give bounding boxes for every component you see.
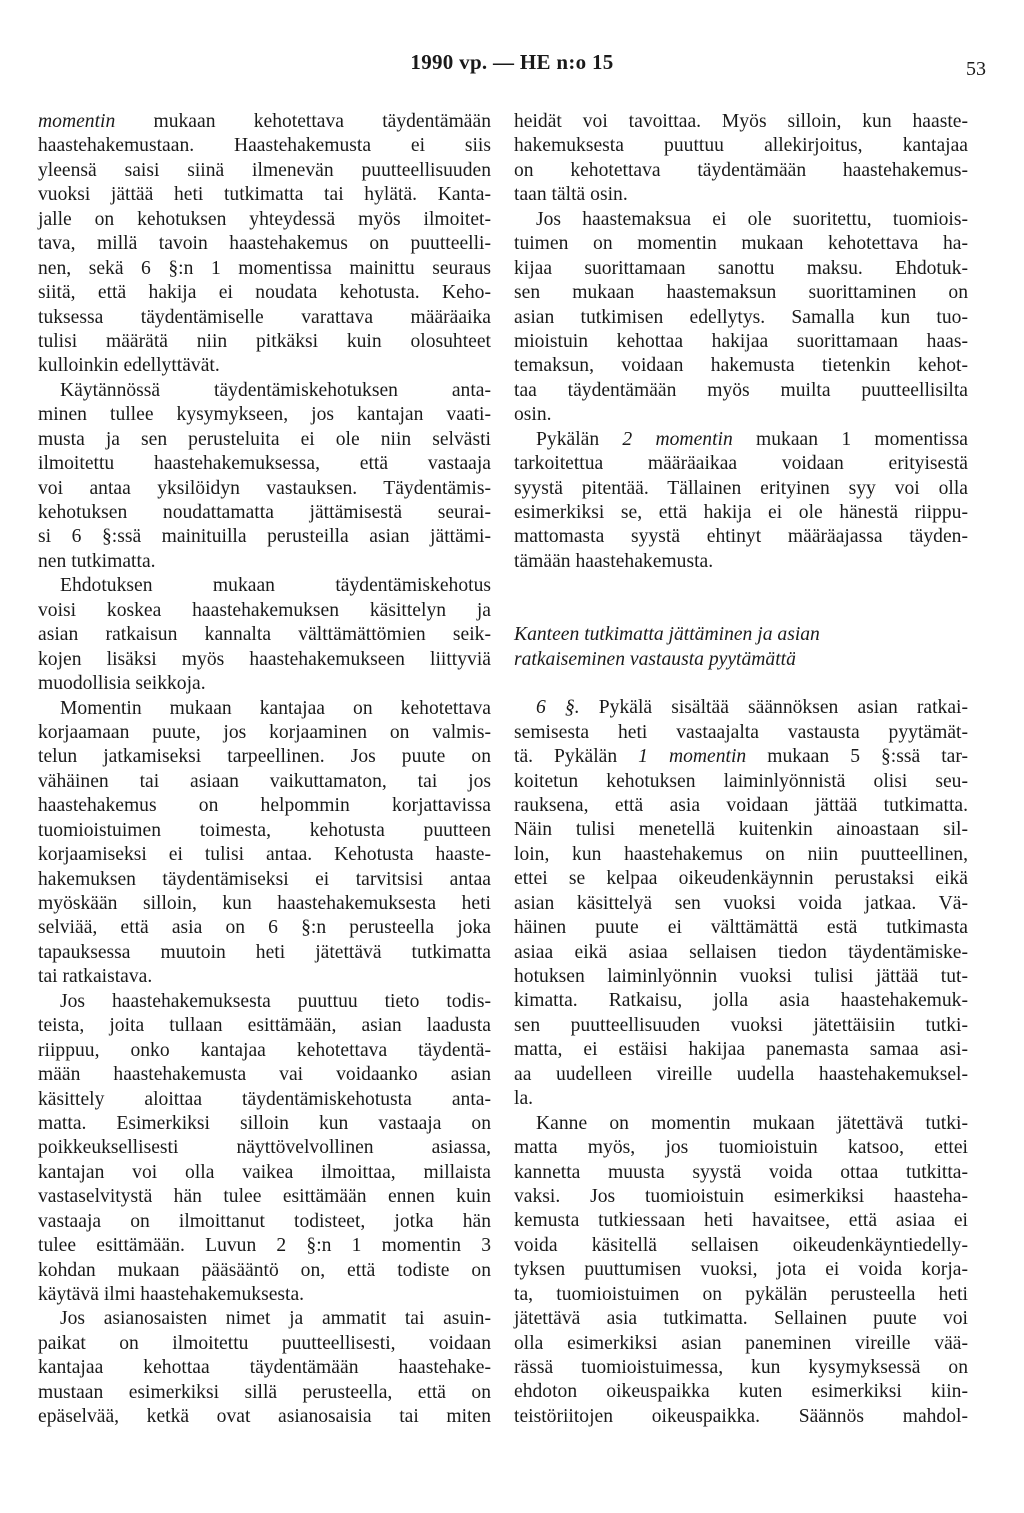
text-line (38, 990, 491, 1014)
text-line (38, 672, 491, 696)
page-number: 53 (966, 58, 986, 80)
text-run: rässä tuomioistuimessa, kun kysymyksessä on (514, 1357, 968, 1378)
paragraph-gap (514, 672, 968, 696)
text-run: ta, tuomioistuimen on pykälän perusteella heti (514, 1283, 968, 1305)
text-run: haastehakemustaan. Haastehakemusta ei siis (38, 135, 491, 157)
text-line (514, 1087, 968, 1111)
text-run: Pykälä sisältää säännöksen asian ratkai- (579, 697, 968, 719)
text-line (38, 232, 491, 256)
text-run: Käytännössä täydentämiskehotuksen anta- (60, 379, 491, 401)
text-line (38, 819, 491, 843)
text-line (38, 843, 491, 867)
text-line (38, 1210, 491, 1234)
text-line (38, 452, 491, 476)
text-line (514, 989, 968, 1013)
text-line (514, 1380, 968, 1404)
text-line (514, 1258, 968, 1282)
paragraph-gap (514, 574, 968, 623)
text-line (514, 379, 968, 403)
text-line (514, 1356, 968, 1380)
text-run: nen, sekä 6 §:n 1 momentissa mainittu seuraus (38, 257, 491, 279)
text-run: olla esimerkiksi asian paneminen vireille vää- (514, 1332, 968, 1354)
text-line (38, 1381, 491, 1405)
text-run: loin, kun haastehakemus on niin puutteellinen, (514, 843, 968, 865)
text-line (514, 843, 968, 867)
text-run: myöskään silloin, kun haastehakemuksesta heti (38, 893, 491, 914)
text-run: tä. Pykälän (514, 746, 639, 768)
text-run: jalle on kehotuksen yhteydessä myös ilmoitet- (38, 208, 491, 230)
text-line (514, 867, 968, 891)
text-line (38, 257, 491, 281)
text-line (514, 1307, 968, 1331)
text-run: aa uudelleen vireille uudella haastehakemuksel- (514, 1063, 968, 1085)
text-run: ilmoitettu haastehakemuksessa, että vastaaja (38, 453, 491, 475)
text-line (514, 648, 968, 672)
text-run: Pykälän (536, 428, 623, 450)
text-run: mukaan kehotettava täydentämään (115, 111, 491, 132)
text-run: semisesta heti vastaajalta vastausta pyytämät- (514, 721, 968, 743)
text-run: epäselvää, ketkä ovat asianosaisia tai miten (38, 1406, 491, 1428)
text-line (514, 306, 968, 330)
text-line (38, 525, 491, 549)
text-line (514, 1136, 968, 1160)
text-line (38, 477, 491, 501)
text-run: hakemuksen täydentämiseksi ei tarvitsisi antaa (38, 868, 491, 890)
page-header (0, 50, 1024, 84)
text-run: on kehotettava täydentämään haastehakemus- (514, 159, 968, 181)
text-run: ehdoton oikeuspaikka kuten esimerkiksi kiin- (514, 1381, 968, 1403)
text-line (514, 965, 968, 989)
text-line (514, 892, 968, 916)
text-run: tulisi määrätä niin pitkäksi kuin olosuhteet (38, 330, 491, 352)
text-line (514, 1161, 968, 1185)
text-run: tuksessa täydentämiselle varattava määräaika (38, 306, 491, 328)
text-run: käytävä ilmi haastehakemuksesta. (38, 1284, 305, 1305)
text-line (514, 818, 968, 842)
text-line (514, 770, 968, 794)
text-line (38, 134, 491, 158)
text-run: nen tutkimatta. (38, 550, 156, 572)
text-run: poikkeuksellisesti näyttövelvollinen asiassa, (38, 1137, 491, 1159)
text-run: Näin tulisi menetellä kuitenkin ainoastaan sil- (514, 819, 968, 841)
text-run: käsittely aloittaa täydentämiskehotusta anta- (38, 1088, 491, 1110)
text-run: kehotuksen noudattamatta jättämisestä seurai- (38, 502, 491, 523)
text-line (38, 794, 491, 818)
text-run: voisi koskea haastehakemuksen käsittelyn ja (38, 599, 491, 621)
text-line (38, 1063, 491, 1087)
text-line (514, 916, 968, 940)
text-line (38, 1234, 491, 1258)
text-run: minen tullee kysymykseen, jos kantajan vaati- (38, 404, 491, 426)
text-run: kulloinkin edellyttävät. (38, 355, 220, 377)
text-line (38, 1112, 491, 1136)
text-line (38, 721, 491, 745)
text-run: mään haastehakemusta vai voidaanko asian (38, 1064, 491, 1086)
italic-text: 6 §. (536, 697, 580, 719)
text-run: sen mukaan haastemaksun suorittaminen on (514, 282, 968, 304)
text-run: vastaselvitystä hän tulee esittämään ennen kuin (38, 1186, 491, 1208)
text-run: matta, ei estäisi hakijaa panemasta samaa asi- (514, 1039, 968, 1061)
text-line (38, 941, 491, 965)
text-run: voi antaa yksilöidyn vastauksen. Täydentämis- (38, 477, 491, 499)
text-run: tai ratkaistava. (38, 966, 153, 988)
text-run: vastaaja on ilmoittanut todisteet, jotka hän (38, 1210, 491, 1232)
text-line (38, 648, 491, 672)
text-line (514, 403, 968, 427)
italic-text: 2 momentin (622, 428, 733, 450)
text-run: korjaamiseksi ei tulisi antaa. Kehotusta haaste- (38, 844, 491, 866)
text-run: haastehakemus on helpommin korjattavissa (38, 795, 491, 817)
text-line (514, 110, 968, 134)
text-line (514, 208, 968, 232)
text-run: asiaa eikä asiaa sellaisen tiedon täydentämiske- (514, 941, 968, 963)
text-run: taan tältä osin. (514, 184, 628, 206)
text-line (514, 623, 968, 647)
text-line (514, 257, 968, 281)
text-line (514, 330, 968, 354)
text-run: voida käsitellä sellaisen oikeudenkäyntiedelly- (514, 1234, 968, 1256)
text-line (38, 1161, 491, 1185)
text-line (514, 354, 968, 378)
text-run: häinen puute ei välttämättä estä tutkimasta (514, 917, 968, 939)
text-line (514, 1209, 968, 1233)
text-line (38, 403, 491, 427)
text-run: Jos haastehakemuksesta puuttuu tieto todis- (60, 990, 491, 1012)
text-line (514, 1014, 968, 1038)
text-line (514, 550, 968, 574)
text-line (514, 134, 968, 158)
text-line (38, 1185, 491, 1209)
running-title: 1990 vp. — HE n:o 15 (410, 50, 614, 74)
text-run: siitä, että hakija ei noudata kehotusta. Keho- (38, 282, 491, 304)
italic-text: ratkaiseminen vastausta pyytämättä (514, 648, 796, 670)
text-run: mustaan esimerkiksi sillä perusteella, että on (38, 1381, 491, 1403)
text-run: taa täydentämään myös muilta puutteellisilta (514, 379, 968, 401)
text-line (514, 1234, 968, 1258)
text-line (38, 1039, 491, 1063)
text-run: Kanne on momentin mukaan jätettävä tutki- (536, 1112, 968, 1134)
text-run: yleensä saisi siinä ilmenevän puutteellisuuden (38, 159, 491, 181)
text-line (514, 1063, 968, 1087)
text-run: Jos asianosaisten nimet ja ammatit tai asuin- (60, 1308, 491, 1330)
text-run: Jos haastemaksua ei ole suoritettu, tuomiois- (536, 208, 968, 230)
text-line (514, 452, 968, 476)
text-line (514, 525, 968, 549)
text-run: kijaa suorittamaan sanottu maksu. Ehdotuk- (514, 257, 968, 279)
text-run: teista, joita tullaan esittämään, asian laadusta (38, 1015, 491, 1037)
text-line (38, 1356, 491, 1380)
text-line (38, 1136, 491, 1160)
text-run: kohdan mukaan pääsääntö on, että todiste on (38, 1259, 491, 1281)
text-run: heidät voi tavoittaa. Myös silloin, kun haaste- (514, 111, 968, 132)
text-line (38, 1088, 491, 1112)
text-run: asian tutkimisen edellytys. Samalla kun tuo- (514, 306, 968, 328)
text-run: tyksen puuttumisen vuoksi, jota ei voida korja- (514, 1259, 968, 1281)
text-run: matta. Esimerkiksi silloin kun vastaaja on (38, 1112, 491, 1134)
italic-text: Kanteen tutkimatta jättäminen ja asian (514, 624, 820, 646)
text-line (514, 941, 968, 965)
text-line (514, 1038, 968, 1062)
text-run: rauksena, että asia voidaan jättää tutkimatta. (514, 794, 968, 816)
text-line (514, 1405, 968, 1429)
text-line (38, 697, 491, 721)
text-line (38, 281, 491, 305)
text-run: kimatta. Ratkaisu, jolla asia haastehakemuk- (514, 990, 968, 1012)
text-run: kantajan voi olla vaikea ilmoittaa, millaista (38, 1161, 491, 1183)
text-line (514, 501, 968, 525)
text-run: muodollisia seikkoja. (38, 673, 206, 695)
text-run: matta myös, jos tuomioistuin katsoo, ettei (514, 1137, 968, 1159)
text-line (514, 696, 968, 720)
text-line (38, 550, 491, 574)
text-line (38, 183, 491, 207)
text-line (514, 477, 968, 501)
text-line (38, 599, 491, 623)
text-run: tarkoitettua määräaikaa voidaan erityisestä (514, 453, 968, 475)
text-line (38, 428, 491, 452)
text-run: mattomasta syystä ehtinyt määräajassa täyden- (514, 526, 968, 548)
text-line (514, 1112, 968, 1136)
text-line (38, 354, 491, 378)
text-run: tuimen on momentin mukaan kehotettava ha- (514, 233, 968, 255)
text-line (38, 208, 491, 232)
text-run: koitetun kehotuksen laiminlyönnistä olisi seu- (514, 770, 968, 792)
text-run: asian ratkaisun kannalta välttämättömien seik- (38, 624, 491, 646)
text-run: sen puutteellisuuden vuoksi jätettäisiin tutki- (514, 1014, 968, 1036)
text-line (38, 745, 491, 769)
text-run: musta ja sen perusteluita ei ole niin selvästi (38, 428, 491, 450)
text-run: Ehdotuksen mukaan täydentämiskehotus (60, 575, 491, 597)
text-line (38, 574, 491, 598)
text-run: tämään haastehakemusta. (514, 550, 714, 572)
text-run: jätettävä asia tutkimatta. Sellainen puute voi (514, 1308, 968, 1330)
text-line (38, 916, 491, 940)
text-line (514, 721, 968, 745)
text-run: kojen lisäksi myös haastehakemukseen liittyviä (38, 648, 491, 670)
text-run: tuomioistuimen toimesta, kehotusta puutteen (38, 819, 491, 841)
text-line (514, 159, 968, 183)
text-line (38, 379, 491, 403)
text-run: esimerkiksi se, että hakija ei ole hänestä riippu- (514, 502, 968, 523)
text-run: kantajaa kehottaa täydentämään haastehake- (38, 1357, 491, 1379)
text-line (514, 183, 968, 207)
right-text-column (514, 110, 968, 1429)
text-run: korjaamaan puute, jos korjaaminen on valmis- (38, 721, 491, 743)
text-line (514, 1283, 968, 1307)
text-line (38, 110, 491, 134)
text-run: teistöriitojen oikeuspaikka. Säännös mahdol- (514, 1405, 968, 1427)
text-line (38, 1283, 491, 1307)
text-run: mukaan 1 momentissa (732, 428, 968, 450)
text-run: la. (514, 1088, 534, 1110)
text-run: si 6 §:ssä mainituilla perusteilla asian jättämi- (38, 526, 491, 548)
text-line (38, 330, 491, 354)
text-run: Momentin mukaan kantajaa on kehotettava (60, 697, 491, 719)
text-line (38, 306, 491, 330)
text-line (514, 794, 968, 818)
text-run: tava, millä tavoin haastehakemus on puutteelli- (38, 233, 491, 255)
text-run: selviää, että asia on 6 §:n perusteella joka (38, 917, 491, 939)
text-run: ettei se kelpaa oikeudenkäynnin perustaksi eikä (514, 868, 968, 890)
text-run: kannetta muusta syystä voida ottaa tutkitta- (514, 1161, 968, 1183)
text-line (38, 623, 491, 647)
text-line (514, 428, 968, 452)
text-run: mukaan 5 §:ssä tar- (746, 746, 968, 768)
text-line (514, 1332, 968, 1356)
italic-text: momentin (38, 111, 116, 132)
text-line (38, 868, 491, 892)
text-line (38, 1332, 491, 1356)
text-run: tulee esittämään. Luvun 2 §:n 1 momentin 3 (38, 1235, 491, 1257)
text-run: temaksun, voidaan hakemusta tietenkin kehot- (514, 355, 968, 377)
text-run: vähäinen tai asiaan vaikuttamaton, tai jos (38, 770, 491, 792)
text-run: hotuksen laiminlyönnin vuoksi tulisi jättää tut- (514, 966, 968, 987)
text-run: vuoksi jättää heti tutkimatta tai hylätä. Kanta- (38, 184, 491, 206)
text-line (514, 232, 968, 256)
text-run: hakemuksesta puuttuu allekirjoitus, kantajaa (514, 135, 968, 157)
text-run: osin. (514, 404, 552, 426)
text-line (38, 892, 491, 916)
text-run: mioistuin kehottaa hakijaa suorittamaan haas- (514, 330, 968, 352)
text-line (38, 159, 491, 183)
text-line (38, 1307, 491, 1331)
text-run: tapauksessa muutoin heti jätettävä tutkimatta (38, 941, 491, 963)
text-run: paikat on ilmoitettu puutteellisesti, voidaan (38, 1332, 491, 1354)
text-line (38, 965, 491, 989)
text-run: vaksi. Jos tuomioistuin esimerkiksi haasteha- (514, 1185, 968, 1207)
text-line (38, 1014, 491, 1038)
text-run: asian käsittelyä sen vuoksi voida jatkaa. Vä- (514, 892, 968, 914)
text-run: kemusta tutkiessaan heti havaitsee, että asiaa ei (514, 1210, 968, 1232)
text-line (514, 1185, 968, 1209)
text-line (38, 1259, 491, 1283)
text-run: riippuu, onko kantajaa kehotettava täydentä- (38, 1039, 491, 1061)
text-line (514, 281, 968, 305)
text-line (38, 1405, 491, 1429)
text-line (38, 770, 491, 794)
left-text-column (38, 110, 491, 1430)
italic-text: 1 momentin (638, 746, 747, 768)
text-run: telun jatkamiseksi tarpeellinen. Jos puute on (38, 746, 491, 768)
text-line (514, 745, 968, 769)
text-run: syystä pitentää. Tällainen erityinen syy voi olla (514, 477, 968, 499)
text-line (38, 501, 491, 525)
